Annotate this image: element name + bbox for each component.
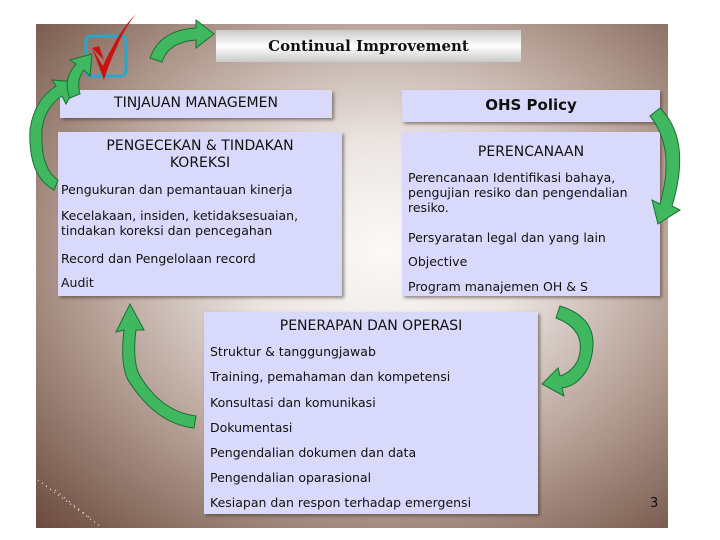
- pengecekan-item-2: Kecelakaan, insiden, ketidaksesuaian, tindakan koreksi dan pencegahan: [61, 208, 299, 238]
- perencanaan-item-4: Program manajemen OH & S: [408, 279, 588, 294]
- perencanaan-item-1: Perencanaan Identifikasi bahaya, pengujian resiko dan pengendalian resiko.: [408, 170, 628, 215]
- arrow-bottom-right-icon: [542, 306, 593, 396]
- penerapan-item-7: Kesiapan dan respon terhadap emergensi: [210, 495, 472, 510]
- penerapan-item-2: Training, pemahaman dan kompetensi: [210, 369, 451, 384]
- title-text: Continual Improvement: [268, 37, 469, 55]
- arrow-top-icon: [150, 20, 214, 62]
- penerapan-item-4: Dokumentasi: [210, 420, 293, 435]
- page-number: 3: [650, 496, 659, 511]
- penerapan-item-1: Struktur & tanggungjawab: [210, 344, 376, 359]
- pengecekan-item-3: Record dan Pengelolaan record: [61, 251, 256, 266]
- arrow-right-icon: [650, 108, 680, 224]
- perencanaan-item-3: Objective: [408, 254, 468, 269]
- penerapan-item-6: Pengendalian oparasional: [210, 470, 372, 485]
- pengecekan-item-1: Pengukuran dan pemantauan kinerja: [61, 182, 293, 197]
- arrow-bottom-left-icon: [116, 304, 196, 428]
- pengecekan-heading: PENGECEKAN & TINDAKAN KOREKSI: [106, 138, 294, 171]
- penerapan-item-5: Pengendalian dokumen dan data: [210, 445, 417, 460]
- perencanaan-heading: PERENCANAAN: [477, 144, 585, 160]
- pengecekan-item-4: Audit: [61, 275, 94, 290]
- ohs-policy-label: OHS Policy: [485, 96, 577, 114]
- tinjauan-label: TINJAUAN MANAGEMEN: [114, 95, 278, 111]
- arrow-top-left-icon: [67, 54, 92, 98]
- perencanaan-item-2: Persyaratan legal dan yang lain: [408, 230, 606, 245]
- penerapan-item-3: Konsultasi dan komunikasi: [210, 395, 376, 410]
- penerapan-heading: PENERAPAN DAN OPERASI: [279, 318, 463, 334]
